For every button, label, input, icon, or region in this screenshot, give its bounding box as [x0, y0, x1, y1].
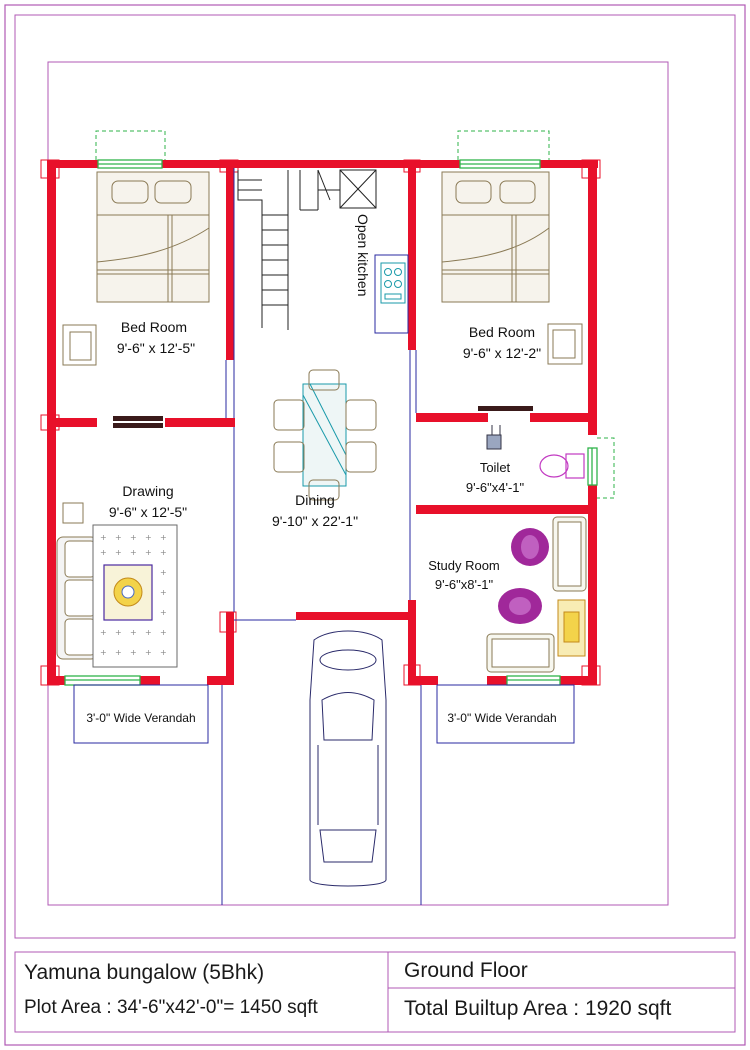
drawing-label: Drawing: [122, 483, 174, 499]
svg-text:+: +: [160, 548, 167, 557]
svg-text:+: +: [145, 548, 152, 557]
toilet-label: Toilet: [479, 460, 511, 475]
svg-text:+: +: [160, 648, 167, 657]
svg-text:+: +: [115, 533, 122, 542]
svg-text:+: +: [115, 648, 122, 657]
car: [310, 631, 386, 886]
svg-text:+: +: [115, 628, 122, 637]
svg-text:+: +: [145, 628, 152, 637]
bed-room-right-size: 9'-6" x 12'-2": [462, 345, 542, 361]
project-title: Yamuna bungalow (5Bhk): [24, 961, 265, 984]
svg-text:+: +: [130, 548, 137, 557]
svg-text:+: +: [100, 628, 107, 637]
svg-text:+: +: [100, 548, 107, 557]
dining-table: [274, 370, 376, 500]
svg-text:+: +: [130, 533, 137, 542]
svg-text:+: +: [160, 628, 167, 637]
dining-label: Dining: [295, 492, 335, 508]
armchair-right: [548, 324, 582, 364]
svg-text:+: +: [130, 628, 137, 637]
bed-room-left-size: 9'-6" x 12'-5": [116, 340, 196, 356]
floor-name: Ground Floor: [404, 959, 528, 982]
study-room-size: 9'-6"x8'-1": [434, 577, 494, 592]
bed-left: [97, 172, 209, 302]
bed-room-right-label: Bed Room: [468, 324, 536, 340]
svg-text:+: +: [115, 548, 122, 557]
svg-text:+: +: [160, 588, 167, 597]
svg-text:+: +: [145, 648, 152, 657]
stove: [381, 263, 405, 303]
drawing-size: 9'-6" x 12'-5": [108, 504, 188, 520]
builtup-area-text: Total Builtup Area : 1920 sqft: [404, 997, 672, 1020]
svg-text:+: +: [160, 568, 167, 577]
verandah-right-label: 3'-0" Wide Verandah: [447, 711, 557, 725]
svg-text:+: +: [100, 648, 107, 657]
plot-area-text: Plot Area : 34'-6"x42'-0"= 1450 sqft: [24, 997, 318, 1018]
side-table: [63, 503, 83, 523]
svg-text:+: +: [160, 608, 167, 617]
bed-right: [442, 172, 549, 302]
dining-size: 9'-10" x 22'-1": [271, 513, 359, 529]
svg-text:+: +: [160, 533, 167, 542]
drawing-frame: [15, 15, 735, 938]
open-kitchen-label: Open kitchen: [355, 214, 371, 297]
svg-text:+: +: [130, 648, 137, 657]
svg-text:+: +: [100, 533, 107, 542]
verandah-left-label: 3'-0" Wide Verandah: [86, 711, 196, 725]
bed-room-left-label: Bed Room: [120, 319, 188, 335]
study-room-label: Study Room: [428, 558, 500, 573]
study-furniture: [487, 517, 586, 672]
armchair-left: [63, 325, 96, 365]
toilet-size: 9'-6"x4'-1": [465, 480, 525, 495]
sofa: [57, 537, 97, 659]
svg-text:+: +: [145, 533, 152, 542]
